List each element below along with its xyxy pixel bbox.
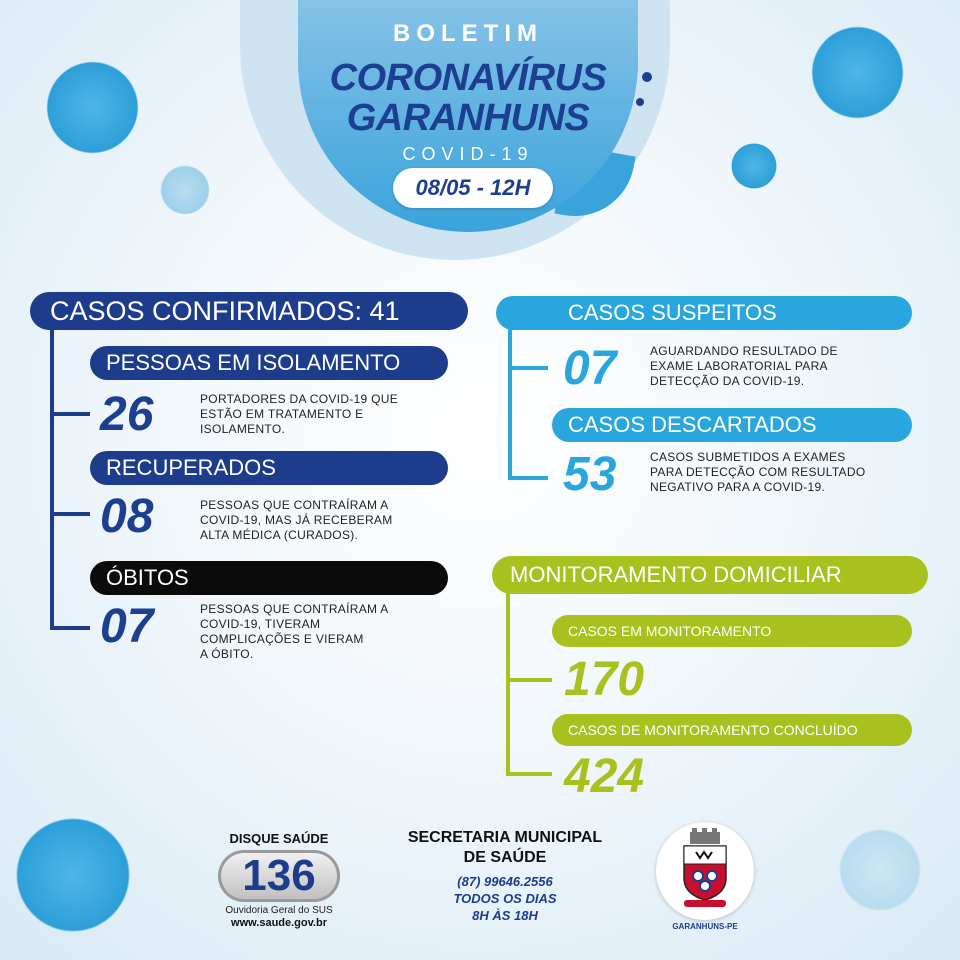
secretaria-line2: DE SAÚDE bbox=[463, 849, 547, 866]
suspected-header: CASOS SUSPEITOS bbox=[496, 296, 912, 330]
connector-tick bbox=[50, 626, 90, 630]
city-label: GARANHUNS-PE bbox=[672, 922, 738, 931]
virus-icon bbox=[8, 810, 138, 940]
monitoring-active-value: 170 bbox=[564, 653, 645, 706]
recovered-description: PESSOAS QUE CONTRAÍRAM A COVID-19, MAS JÁ RECEBERAM ALTA MÉDICA (CURADOS). bbox=[200, 498, 393, 542]
monitoring-done-label: CASOS DE MONITORAMENTO CONCLUÍDO bbox=[552, 714, 912, 746]
header-title-line2: GARANHUNS bbox=[346, 97, 590, 139]
suspected-value: 07 bbox=[563, 342, 617, 395]
monitoring-done-value: 424 bbox=[564, 750, 645, 803]
isolation-value: 26 bbox=[100, 388, 154, 441]
disque-saude-number: 136 bbox=[242, 851, 316, 900]
header-subtitle: COVID-19 bbox=[402, 144, 534, 164]
virus-icon bbox=[805, 20, 910, 125]
contact-phone: (87) 99646.2556 bbox=[457, 874, 553, 889]
secretaria-line1: SECRETARIA MUNICIPAL bbox=[407, 829, 603, 846]
confirmed-header: CASOS CONFIRMADOS: 41 bbox=[30, 292, 468, 330]
connector-tick bbox=[508, 476, 548, 480]
suspected-connector bbox=[508, 320, 512, 480]
connector-tick bbox=[50, 512, 90, 516]
ouvidoria-text: Ouvidoria Geral do SUS bbox=[225, 905, 333, 916]
deaths-label: ÓBITOS bbox=[90, 561, 448, 595]
date-badge: 08/05 - 12H bbox=[393, 168, 553, 208]
header-title-line1: CORONAVÍRUS bbox=[329, 57, 607, 99]
suspected-description: AGUARDANDO RESULTADO DE EXAME LABORATORIAL PARA DETECÇÃO DA COVID-19. bbox=[650, 344, 838, 388]
discarded-header: CASOS DESCARTADOS bbox=[552, 408, 912, 442]
header-boletim: BOLETIM bbox=[393, 20, 543, 47]
discarded-value: 53 bbox=[563, 448, 617, 501]
monitoring-header: MONITORAMENTO DOMICILIAR bbox=[492, 556, 928, 594]
virus-icon bbox=[728, 140, 780, 192]
connector-tick bbox=[50, 412, 90, 416]
confirmed-connector bbox=[50, 320, 54, 630]
isolation-label: PESSOAS EM ISOLAMENTO bbox=[90, 346, 448, 380]
monitoring-active-label: CASOS EM MONITORAMENTO bbox=[552, 615, 912, 647]
connector-tick bbox=[506, 678, 552, 682]
saude-website: www.saude.gov.br bbox=[231, 917, 327, 929]
virus-icon bbox=[830, 820, 930, 920]
coat-of-arms-icon bbox=[656, 822, 754, 920]
contact-days: TODOS OS DIAS bbox=[453, 891, 557, 906]
recovered-label: RECUPERADOS bbox=[90, 451, 448, 485]
connector-tick bbox=[506, 772, 552, 776]
city-seal bbox=[656, 822, 754, 920]
recovered-value: 08 bbox=[100, 490, 154, 543]
deaths-description: PESSOAS QUE CONTRAÍRAM A COVID-19, TIVERAM COMPLICAÇÕES E VIERAM A ÓBITO. bbox=[200, 602, 389, 661]
contact-hours: 8H ÀS 18H bbox=[472, 908, 538, 923]
bubble-dot bbox=[642, 72, 652, 82]
discarded-description: CASOS SUBMETIDOS A EXAMES PARA DETECÇÃO COM RESULTADO NEGATIVO PARA A COVID-19. bbox=[650, 450, 866, 494]
deaths-value: 07 bbox=[100, 600, 154, 653]
virus-icon bbox=[40, 55, 145, 160]
disque-saude-label: DISQUE SAÚDE bbox=[229, 831, 329, 846]
virus-icon bbox=[155, 160, 215, 220]
isolation-description: PORTADORES DA COVID-19 QUE ESTÃO EM TRATAMENTO E ISOLAMENTO. bbox=[200, 392, 399, 436]
connector-tick bbox=[508, 366, 548, 370]
